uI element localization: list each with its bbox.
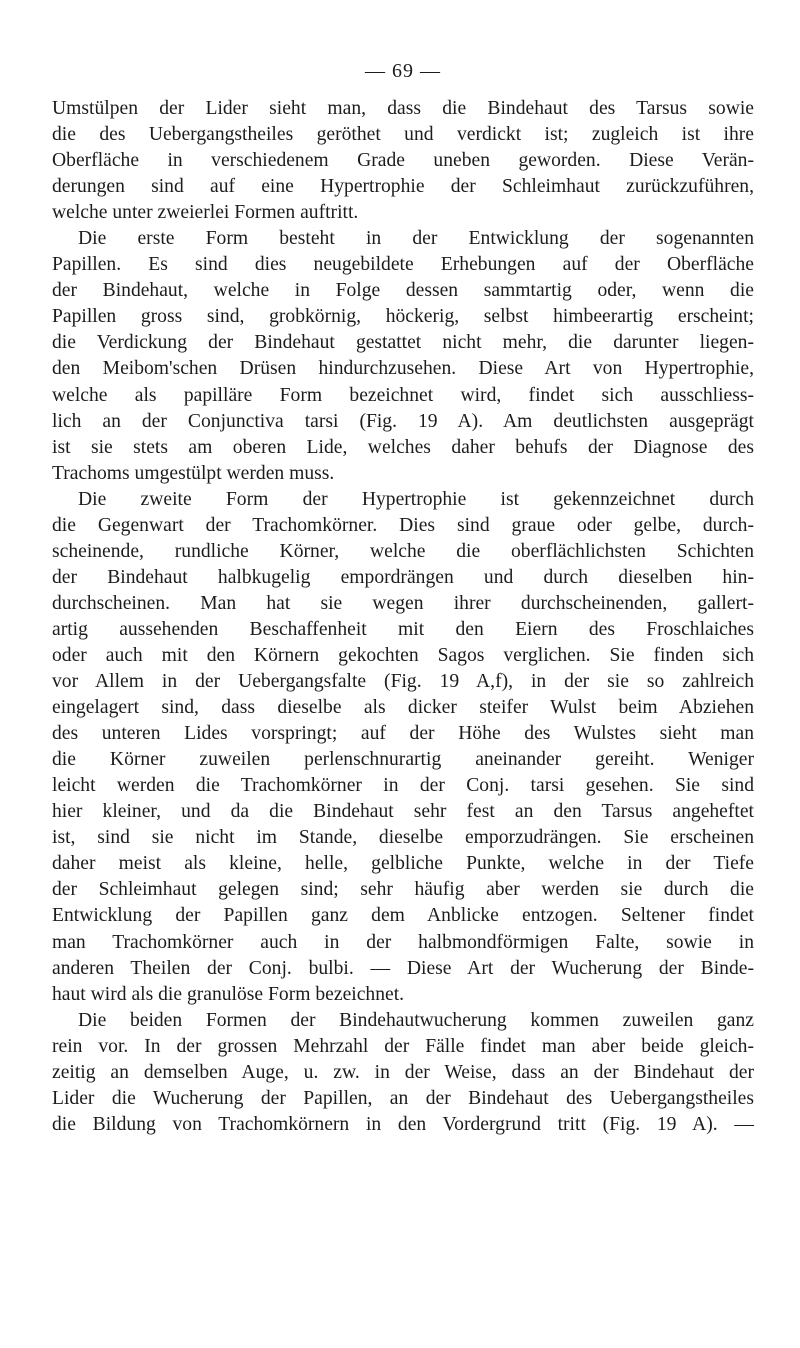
text-line: leicht werden die Trachomkörner in der Conj. tarsi gesehen. Sie sind <box>52 775 754 797</box>
text-line: Trachoms umgestülpt werden muss. <box>52 462 335 484</box>
text-line: den Meibom'schen Drüsen hindurchzusehen. Diese Art von Hypertrophie, <box>52 358 754 380</box>
text-line: die Verdickung der Bindehaut gestattet nicht mehr, die darunter liegen- <box>52 332 754 354</box>
text-line: die Gegenwart der Trachomkörner. Dies sind graue oder gelbe, durch- <box>52 514 754 536</box>
text-line: Lider die Wucherung der Papillen, an der Bindehaut des Uebergangstheiles <box>52 1087 754 1109</box>
text-line: anderen Theilen der Conj. bulbi. — Diese Art der Wucherung der Binde- <box>52 957 754 979</box>
text-line: oder auch mit den Körnern gekochten Sagos verglichen. Sie finden sich <box>52 644 754 666</box>
text-line: die Körner zuweilen perlenschnurartig aneinander gereiht. Weniger <box>52 749 754 771</box>
text-line: derungen sind auf eine Hypertrophie der Schleimhaut zurückzuführen, <box>52 176 754 198</box>
text-line: durchscheinen. Man hat sie wegen ihrer durchscheinenden, gallert- <box>52 592 754 614</box>
text-line: daher meist als kleine, helle, gelbliche Punkte, welche in der Tiefe <box>52 853 754 875</box>
page-number: — 69 — <box>365 60 441 82</box>
text-line: artig aussehenden Beschaffenheit mit den Eiern des Froschlaiches <box>52 618 754 640</box>
body-text <box>52 96 754 1138</box>
text-line: Papillen. Es sind dies neugebildete Erhebungen auf der Oberfläche <box>52 254 754 276</box>
text-line: der Bindehaut, welche in Folge dessen sammtartig oder, wenn die <box>52 280 754 302</box>
text-line: vor Allem in der Uebergangsfalte (Fig. 19 A,f), in der sie so zahlreich <box>52 671 754 693</box>
text-line: Umstülpen der Lider sieht man, dass die Bindehaut des Tarsus sowie <box>52 98 754 119</box>
text-line: Die zweite Form der Hypertrophie ist gekennzeichnet durch <box>78 488 754 510</box>
text-line: des unteren Lides vorspringt; auf der Höhe des Wulstes sieht man <box>52 723 754 745</box>
text-line: der Bindehaut halbkugelig empordrängen und durch dieselben hin- <box>52 566 754 588</box>
text-line: scheinende, rundliche Körner, welche die oberflächlichsten Schichten <box>52 540 754 562</box>
text-line: lich an der Conjunctiva tarsi (Fig. 19 A). Am deutlichsten ausgeprägt <box>52 410 754 432</box>
text-line: hier kleiner, und da die Bindehaut sehr fest an den Tarsus angeheftet <box>52 801 754 823</box>
text-line: Die beiden Formen der Bindehautwucherung kommen zuweilen ganz <box>78 1009 754 1031</box>
text-line: Die erste Form besteht in der Entwicklung der sogenannten <box>78 228 754 250</box>
text-line: ist, sind sie nicht im Stande, dieselbe emporzudrängen. Sie erscheinen <box>52 827 754 849</box>
text-line: zeitig an demselben Auge, u. zw. in der Weise, dass an der Bindehaut der <box>52 1061 754 1083</box>
text-line: ist sie stets am oberen Lide, welches daher behufs der Diagnose des <box>52 436 754 458</box>
text-line: man Trachomkörner auch in der halbmondförmigen Falte, sowie in <box>52 931 754 953</box>
text-line: rein vor. In der grossen Mehrzahl der Fälle findet man aber beide gleich- <box>52 1035 754 1057</box>
text-line: haut wird als die granulöse Form bezeichnet. <box>52 983 405 1005</box>
text-line: welche unter zweierlei Formen auftritt. <box>52 202 359 224</box>
text-line: Papillen gross sind, grobkörnig, höckerig, selbst himbeerartig erscheint; <box>52 306 754 328</box>
text-line: eingelagert sind, dass dieselbe als dicker steifer Wulst beim Abziehen <box>52 697 754 719</box>
text-line: der Schleimhaut gelegen sind; sehr häufig aber werden sie durch die <box>52 879 754 901</box>
text-line: Entwicklung der Papillen ganz dem Anblicke entzogen. Seltener findet <box>52 905 754 927</box>
text-line: die Bildung von Trachomkörnern in den Vordergrund tritt (Fig. 19 A). — <box>52 1113 754 1135</box>
text-line: die des Uebergangstheiles geröthet und verdickt ist; zugleich ist ihre <box>52 124 754 146</box>
text-line: welche als papilläre Form bezeichnet wird, findet sich ausschliess- <box>52 384 754 406</box>
text-line: Oberfläche in verschiedenem Grade uneben geworden. Diese Verän- <box>52 150 754 172</box>
